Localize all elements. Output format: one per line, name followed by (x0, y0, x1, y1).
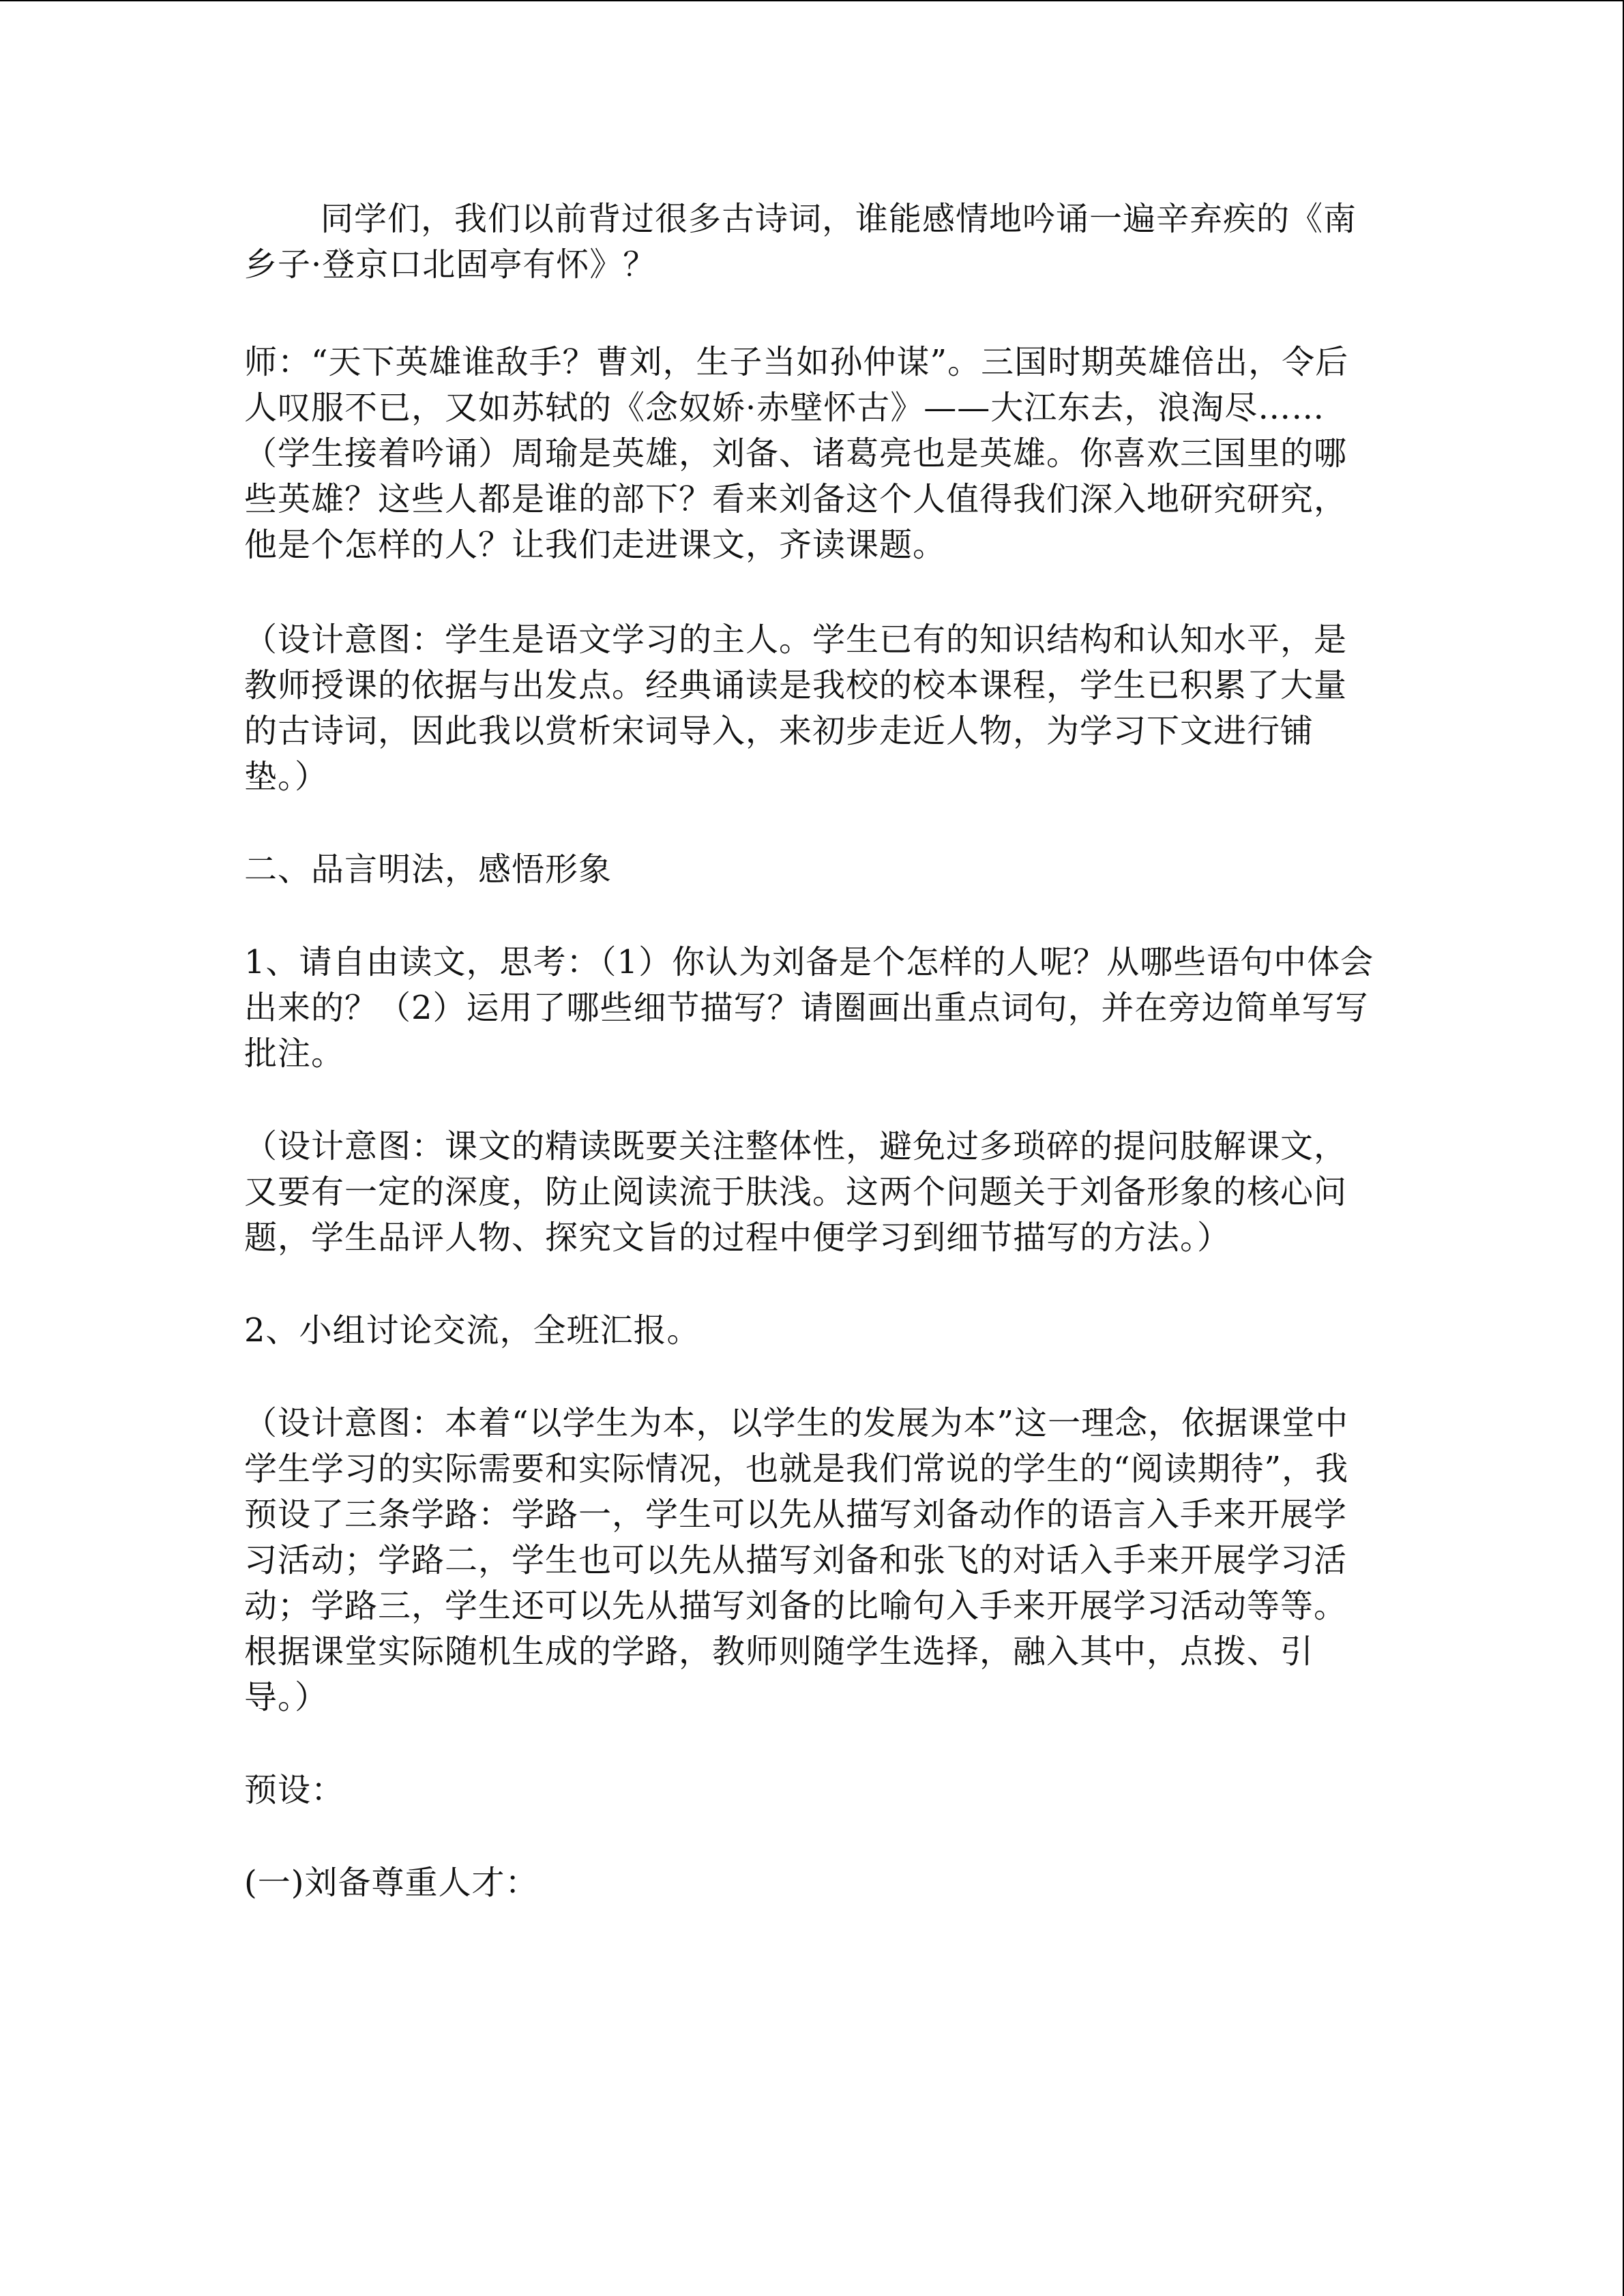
section-heading-2: 二、品言明法，感悟形象 (244, 850, 612, 889)
paragraph-design-intent-2: （设计意图：课文的精读既要关注整体性，避免过多琐碎的提问肢解课文，又要有一定的深度，防止阅读流于肤浅。这两个问题关于刘备形象的核心问题，学生品评人物、探究文旨的过程中便学习到细节描写的方法。） (244, 1127, 1348, 1257)
paragraph-teacher-introduction: 师：“天下英雄谁敌手？曹刘，生子当如孙仲谋”。三国时期英雄倍出，令后人叹服不已，又如苏轼的《念奴娇·赤壁怀古》——大江东去，浪淘尽……（学生接着吟诵）周瑜是英雄，刘备、诸葛亮也是英雄。你喜欢三国里的哪些英雄？这些人都是谁的部下？看来刘备这个人值得我们深入地研究研究，他是个怎样的人？让我们走进课文，齐读课题。 (244, 343, 1349, 564)
paragraph-task-1: 1、请自由读文，思考：（1）你认为刘备是个怎样的人呢？从哪些语句中体会出来的？（2）运用了哪些细节描写？请圈画出重点词句，并在旁边简单写写批注。 (244, 943, 1374, 1073)
paragraph-design-intent-3: （设计意图：本着“以学生为本，以学生的发展为本”这一理念，依据课堂中学生学习的实际需要和实际情况，也就是我们常说的学生的“阅读期待”，我预设了三条学路：学路一，学生可以先从描写刘备动作的语言入手来开展学习活动；学路二，学生也可以先从描写刘备和张飞的对话入手来开展学习活动；学路三，学生还可以先从描写刘备的比喻句入手来开展学习活动等等。根据课堂实际随机生成的学路，教师则随学生选择，融入其中，点拨、引导。） (244, 1404, 1349, 1716)
document-body (244, 196, 1376, 1906)
paragraph-task-2: 2、小组讨论交流，全班汇报。 (244, 1311, 700, 1350)
paragraph-subheading-1: (一)刘备尊重人才： (244, 1864, 539, 1902)
paragraph-intro-question: 同学们，我们以前背过很多古诗词，谁能感情地吟诵一遍辛弃疾的《南乡子·登京口北固亭有怀》？ (244, 200, 1357, 284)
paragraph-preset-label: 预设： (244, 1771, 345, 1809)
paragraph-design-intent-1: （设计意图：学生是语文学习的主人。学生已有的知识结构和认知水平，是教师授课的依据与出发点。经典诵读是我校的校本课程，学生已积累了大量的古诗词，因此我以赏析宋词导入，来初步走近人物，为学习下文进行铺垫。） (244, 621, 1348, 796)
